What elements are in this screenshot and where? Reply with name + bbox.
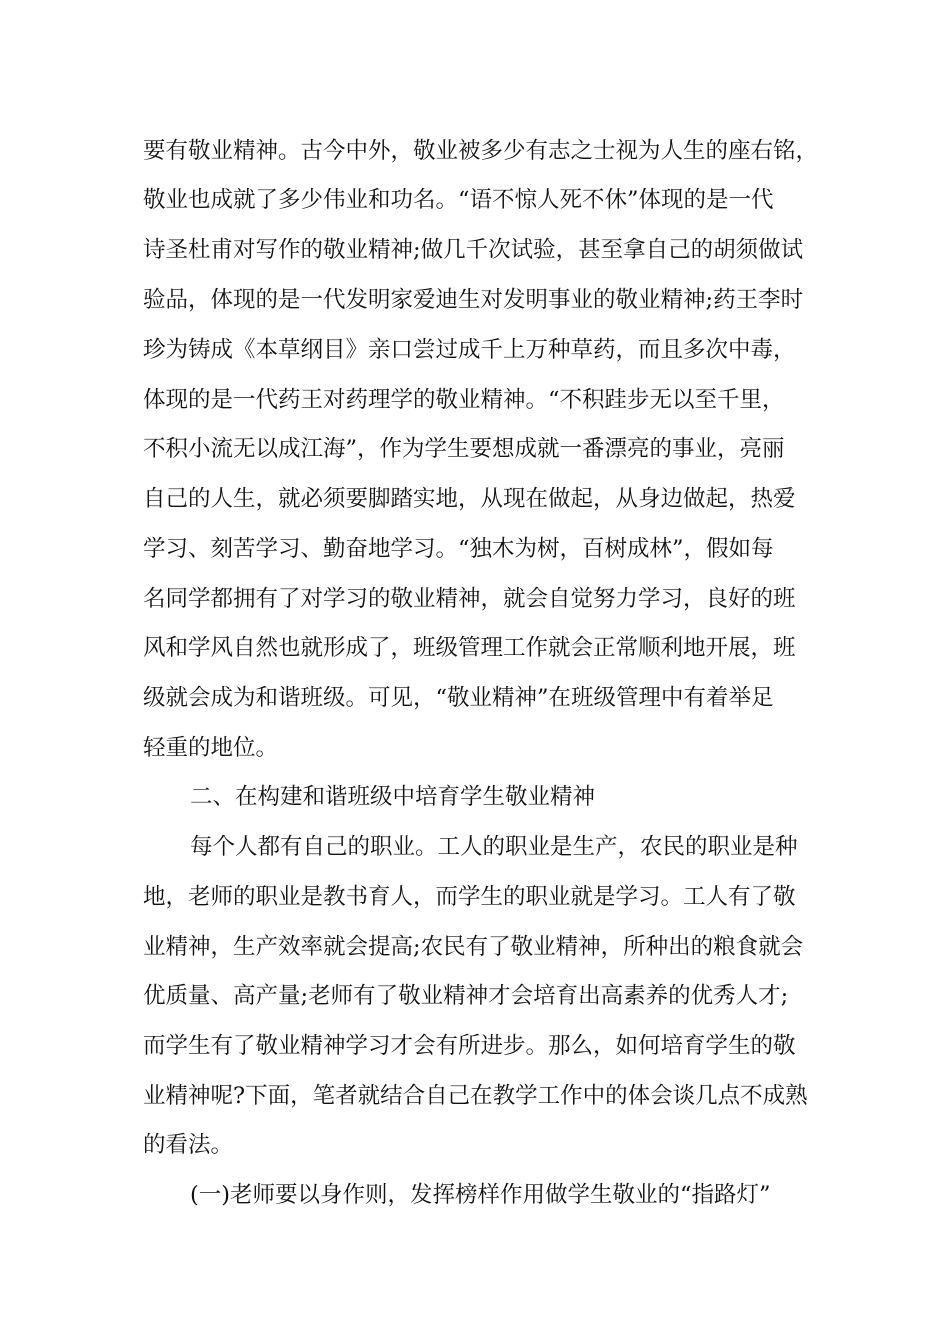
paragraph-line: 优质量、高产量;老师有了敬业精神才会培育出高素养的优秀人才; — [143, 983, 789, 1009]
paragraph-line: 而学生有了敬业精神学习才会有所进步。那么，如何培育学生的敬 — [143, 1033, 796, 1059]
paragraph-line: 敬业也成就了多少伟业和功名。“语不惊人死不休”体现的是一代 — [143, 187, 774, 213]
subsection-heading: (一)老师要以身作则，发挥榜样作用做学生敬业的“指路灯” — [190, 1182, 771, 1208]
paragraph-line: 的看法。 — [143, 1132, 234, 1158]
paragraph-line: 要有敬业精神。古今中外，敬业被多少有志之士视为人生的座右铭， — [143, 138, 819, 164]
paragraph-line: 不积小流无以成江海”，作为学生要想成就一番漂亮的事业，亮丽 — [143, 436, 785, 462]
paragraph-line: 每个人都有自己的职业。工人的职业是生产，农民的职业是种 — [190, 834, 798, 860]
paragraph-line: 业精神，生产效率就会提高;农民有了敬业精神，所种出的粮食就会 — [143, 934, 804, 960]
paragraph-line: 地，老师的职业是教书育人，而学生的职业就是学习。工人有了敬 — [143, 884, 796, 910]
paragraph-line: 学习、刻苦学习、勤奋地学习。“独木为树，百树成林”，假如每 — [143, 536, 774, 562]
paragraph-line: 风和学风自然也就形成了，班级管理工作就会正常顺利地开展，班 — [143, 635, 796, 661]
paragraph-line: 业精神呢?下面，笔者就结合自己在教学工作中的体会谈几点不成熟 — [143, 1083, 808, 1109]
paragraph-line: 珍为铸成《本草纲目》亲口尝过成千上万种草药，而且多次中毒， — [143, 337, 796, 363]
paragraph-line: 自己的人生，就必须要脚踏实地，从现在做起，从身边做起，热爱 — [143, 486, 796, 512]
paragraph-line: 名同学都拥有了对学习的敬业精神，就会自觉努力学习，良好的班 — [143, 586, 796, 612]
paragraph-line: 级就会成为和谐班级。可见，“敬业精神”在班级管理中有着举足 — [143, 685, 774, 711]
paragraph-line: 体现的是一代药王对药理学的敬业精神。“不积跬步无以至千里， — [143, 387, 785, 413]
paragraph-line: 诗圣杜甫对写作的敬业精神;做几千次试验，甚至拿自己的胡须做试 — [143, 237, 804, 263]
paragraph-line: 轻重的地位。 — [143, 735, 279, 761]
paragraph-line: 验品，体现的是一代发明家爱迪生对发明事业的敬业精神;药王李时 — [143, 287, 804, 313]
section-heading: 二、在构建和谐班级中培育学生敬业精神 — [190, 784, 596, 810]
